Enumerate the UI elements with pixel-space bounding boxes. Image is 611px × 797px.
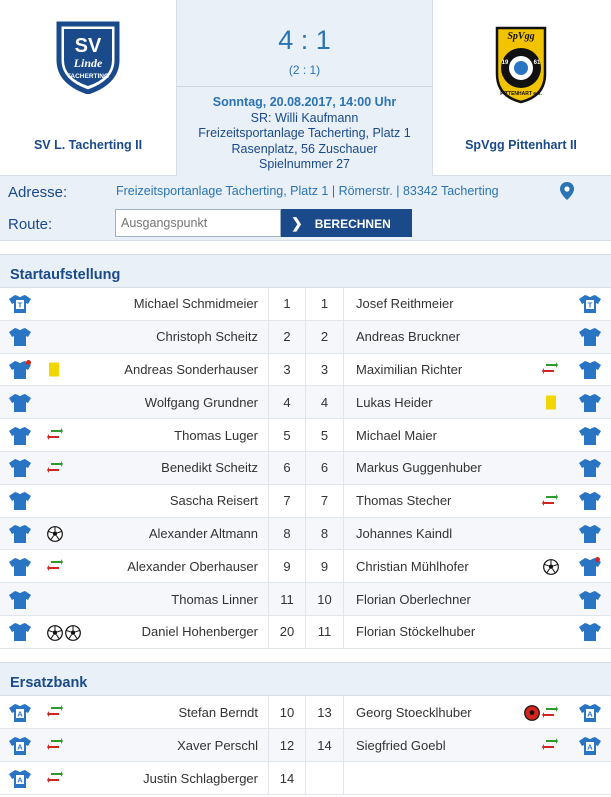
home-player-number: 12 [268, 729, 306, 761]
away-player-number: 4 [306, 386, 344, 418]
event-icons [545, 395, 557, 410]
home-jersey-icon [9, 524, 31, 544]
away-player-name[interactable]: Maximilian Richter [356, 361, 463, 377]
map-pin-icon[interactable] [560, 182, 574, 200]
away-player-name[interactable]: Florian Stöckelhuber [356, 624, 476, 640]
jersey-icon [9, 327, 31, 347]
home-team-name[interactable]: SV L. Tacherting II [33, 138, 143, 152]
address-value[interactable]: Freizeitsportanlage Tacherting, Platz 1 | Römerstr. | 83342 Tacherting [116, 184, 499, 198]
home-player-number: 4 [268, 386, 306, 418]
svg-text:T: T [587, 300, 593, 310]
away-jersey-icon [579, 491, 601, 511]
home-player-name[interactable]: Xaver Perschl [177, 737, 258, 753]
away-jersey-icon [579, 294, 601, 314]
table-row [0, 288, 611, 321]
away-jersey-icon [579, 622, 601, 642]
home-player-number: 5 [268, 419, 306, 451]
away-player-number: 5 [306, 419, 344, 451]
route-label: Route: [8, 216, 53, 233]
home-player-name[interactable]: Justin Schlagberger [143, 770, 258, 786]
substitution-icon [542, 706, 558, 720]
home-jersey-icon [9, 622, 31, 642]
home-player-name[interactable]: Daniel Hohenberger [141, 624, 258, 640]
table-row [0, 583, 611, 616]
away-player-number: 3 [306, 354, 344, 386]
away-player-number: 14 [306, 729, 344, 761]
jersey-icon [9, 622, 31, 642]
svg-text:SpVgg: SpVgg [507, 31, 535, 42]
jersey-icon [579, 491, 601, 511]
jersey-icon [9, 524, 31, 544]
away-player-name[interactable] [356, 762, 526, 794]
away-player-name[interactable]: Thomas Stecher [356, 493, 452, 509]
away-jersey-icon [579, 393, 601, 413]
home-player-number: 8 [268, 518, 306, 550]
yellow-card-icon [48, 362, 60, 377]
home-team-block[interactable] [0, 0, 176, 176]
away-team-name[interactable]: SpVgg Pittenhart II [465, 138, 577, 152]
jersey-icon [579, 458, 601, 478]
home-player-name[interactable]: Benedikt Scheitz [161, 460, 258, 476]
home-player-number: 14 [268, 762, 306, 794]
table-row [0, 452, 611, 485]
event-icons [542, 494, 558, 508]
svg-text:61: 61 [533, 60, 541, 66]
pitch-attendance: Rasenplatz, 56 Zuschauer [231, 141, 378, 156]
home-jersey-icon [9, 703, 31, 723]
home-jersey-icon [9, 590, 31, 610]
event-icons [543, 559, 559, 575]
event-icons [524, 705, 558, 721]
away-player-name[interactable]: Florian Oberlechner [356, 591, 471, 607]
svg-text:T: T [17, 300, 23, 310]
jersey-icon [9, 736, 31, 756]
home-player-name[interactable]: Stefan Berndt [178, 704, 258, 720]
home-player-name[interactable]: Alexander Altmann [148, 525, 258, 541]
table-row [0, 729, 611, 762]
svg-text:A: A [17, 742, 23, 751]
table-row [0, 419, 611, 452]
score-panel [176, 0, 433, 176]
jersey-icon [9, 590, 31, 610]
venue: Freizeitsportanlage Tacherting, Platz 1 [198, 126, 411, 140]
table-row [0, 518, 611, 551]
away-jersey-icon [579, 327, 601, 347]
home-jersey-icon [9, 736, 31, 756]
jersey-icon [579, 426, 601, 446]
table-row [0, 616, 611, 649]
svg-text:PITTENHART e.V.: PITTENHART e.V. [500, 91, 542, 97]
away-player-number: 11 [306, 616, 344, 648]
away-jersey-icon [579, 524, 601, 544]
home-player-number: 20 [268, 616, 306, 648]
away-player-name[interactable]: Johannes Kaindl [356, 525, 453, 541]
substitution-icon [542, 362, 558, 376]
away-player-name[interactable]: Josef Reithmeier [356, 296, 454, 312]
event-icons [48, 362, 60, 377]
home-player-number: 11 [268, 583, 306, 615]
jersey-icon [9, 769, 31, 789]
home-player-number: 10 [268, 696, 306, 728]
match-header [0, 0, 611, 176]
home-team-logo [51, 20, 125, 94]
jersey-icon [9, 294, 31, 314]
final-score: 4 : 1 [278, 25, 331, 55]
yellow-card-icon [545, 395, 557, 410]
away-player-number: 6 [306, 452, 344, 484]
jersey-icon [9, 703, 31, 723]
away-player-number: 1 [306, 288, 344, 320]
svg-text:A: A [17, 775, 23, 784]
home-player-name[interactable]: Michael Schmidmeier [133, 296, 258, 312]
home-player-name[interactable]: Thomas Luger [174, 427, 258, 443]
away-player-name[interactable]: Andreas Bruckner [356, 329, 461, 345]
table-row [0, 485, 611, 518]
home-jersey-icon [9, 426, 31, 446]
jersey-icon [9, 426, 31, 446]
match-date: Sonntag, 20.08.2017, 14:00 Uhr [212, 95, 397, 109]
away-player-number [306, 762, 344, 794]
substitution-icon [542, 494, 558, 508]
event-icons [542, 738, 558, 752]
match-number: Spielnummer 27 [258, 157, 350, 171]
lineup-title: Startaufstellung [0, 254, 611, 288]
home-player-number: 1 [268, 288, 306, 320]
away-jersey-icon [579, 360, 601, 380]
substitution-icon [542, 738, 558, 752]
jersey-icon [579, 590, 601, 610]
away-team-block[interactable] [433, 0, 609, 176]
jersey-icon [9, 393, 31, 413]
svg-text:A: A [17, 709, 23, 718]
captain-icon [595, 557, 600, 562]
jersey-icon [579, 524, 601, 544]
address-panel [0, 176, 611, 241]
table-row [0, 321, 611, 354]
away-player-name[interactable]: Lukas Heider [356, 394, 433, 410]
home-player-number: 6 [268, 452, 306, 484]
svg-text:19: 19 [501, 60, 509, 66]
home-jersey-icon [9, 294, 31, 314]
away-player-name[interactable]: Christian Mühlhofer [356, 558, 469, 574]
home-jersey-icon [9, 769, 31, 789]
jersey-icon [9, 491, 31, 511]
home-player-name[interactable]: Sascha Reisert [169, 493, 258, 509]
home-player-name[interactable]: Andreas Sonderhauser [124, 361, 258, 377]
home-jersey-icon [9, 491, 31, 511]
home-player-name[interactable]: Thomas Linner [171, 591, 258, 607]
away-jersey-icon [579, 458, 601, 478]
away-jersey-icon [579, 703, 601, 723]
route-start-input[interactable] [115, 209, 281, 237]
jersey-icon [579, 622, 601, 642]
away-team-logo [491, 24, 551, 104]
event-icons [542, 362, 558, 376]
home-jersey-icon [9, 393, 31, 413]
away-jersey-icon [579, 590, 601, 610]
jersey-icon [579, 703, 601, 723]
away-player-name[interactable]: Markus Guggenhuber [356, 460, 482, 476]
jersey-icon [579, 393, 601, 413]
home-jersey-icon [9, 458, 31, 478]
referee: SR: Willi Kaufmann [250, 110, 359, 125]
home-player-number: 2 [268, 321, 306, 353]
svg-text:SV: SV [74, 35, 102, 57]
jersey-icon [579, 736, 601, 756]
home-player-number: 3 [268, 354, 306, 386]
home-jersey-icon [9, 327, 31, 347]
home-player-number: 7 [268, 485, 306, 517]
bench-title: Ersatzbank [0, 662, 611, 696]
home-jersey-icon [9, 557, 31, 577]
svg-text:A: A [587, 709, 593, 718]
halftime-score: (2 : 1) [288, 63, 321, 77]
home-player-name[interactable]: Wolfgang Grundner [144, 394, 258, 410]
jersey-icon [579, 327, 601, 347]
jersey-icon [579, 294, 601, 314]
home-player-number: 9 [268, 550, 306, 582]
away-player-name[interactable]: Michael Maier [356, 427, 437, 443]
away-player-number: 9 [306, 550, 344, 582]
captain-icon [26, 360, 31, 365]
goal-icon [543, 559, 559, 575]
divider [177, 86, 432, 87]
away-player-number: 8 [306, 518, 344, 550]
table-row [0, 696, 611, 729]
table-row [0, 550, 611, 583]
table-row [0, 386, 611, 419]
calculate-route-label: BERECHNEN [314, 216, 391, 231]
away-jersey-icon [579, 736, 601, 756]
chevron-right-icon: ❯ [291, 214, 303, 231]
home-player-name[interactable]: Christoph Scheitz [156, 329, 258, 345]
svg-text:Linde: Linde [73, 56, 103, 70]
away-jersey-icon [579, 426, 601, 446]
jersey-icon [9, 458, 31, 478]
away-player-number: 10 [306, 583, 344, 615]
jersey-icon [9, 557, 31, 577]
away-player-number: 7 [306, 485, 344, 517]
match-info [177, 95, 432, 173]
table-row [0, 354, 611, 387]
svg-text:A: A [587, 742, 593, 751]
away-player-number: 2 [306, 321, 344, 353]
away-player-name[interactable]: Siegfried Goebl [356, 737, 446, 753]
table-row [0, 762, 611, 795]
away-player-name[interactable]: Georg Stoecklhuber [356, 704, 472, 720]
own-goal-icon [524, 705, 540, 721]
calculate-route-button[interactable] [281, 209, 412, 237]
svg-text:TACHERTING: TACHERTING [66, 73, 110, 80]
home-player-name[interactable]: Alexander Oberhauser [127, 558, 258, 574]
away-player-number: 13 [306, 696, 344, 728]
jersey-icon [579, 360, 601, 380]
address-label: Adresse: [8, 184, 68, 201]
